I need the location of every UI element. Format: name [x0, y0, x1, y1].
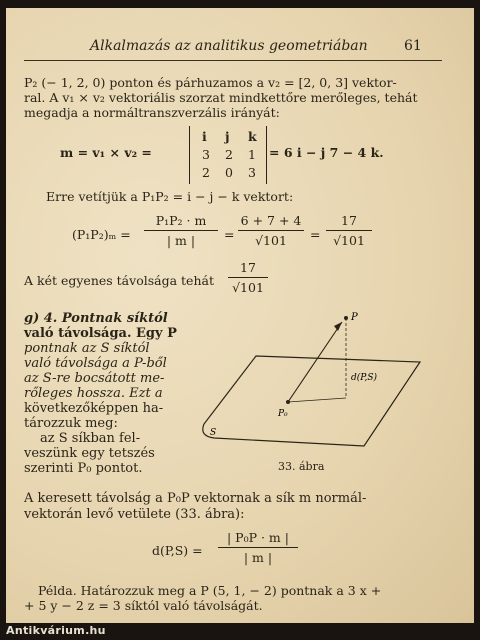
text-line: Erre vetítjük a P₁P₂ = i − j − k vektort: [46, 189, 294, 204]
text-line: vektorán levő vetülete (33. ábra): [24, 507, 245, 522]
projection-line [288, 398, 346, 402]
denominator: | m | [166, 233, 196, 248]
numerator: 17 [240, 260, 256, 275]
denominator: | m | [243, 550, 273, 565]
equals-sign: = [224, 227, 235, 242]
distance-formula-fraction [218, 530, 298, 565]
label-d: d(P,S) [351, 373, 378, 383]
numerator: 6 + 7 + 4 [240, 213, 302, 228]
matrix-cell: 3 [248, 165, 256, 180]
cross-product-result: = 6 i − j 7 − 4 k. [269, 145, 384, 160]
text-line: tározzuk meg: [24, 416, 118, 431]
numerator: 17 [341, 213, 357, 228]
page-number: 61 [404, 38, 422, 54]
point-p [344, 316, 348, 320]
matrix-cell: 1 [248, 147, 256, 162]
example-line: Példa. Határozzuk meg a P (5, 1, − 2) pontnak a 3 x + [38, 583, 382, 598]
numerator: | P₀P · m | [227, 530, 289, 545]
fraction [326, 213, 372, 248]
text-line: megadja a normáltranszverzális irányát: [24, 105, 280, 120]
label-p: P [351, 312, 358, 323]
matrix-cell: j [225, 129, 230, 144]
denominator: √101 [232, 280, 264, 295]
book-page [6, 8, 474, 623]
text-line: P₂ (− 1, 2, 0) ponton és párhuzamos a v₂ = [2, 0, 3] vektor- [24, 75, 397, 90]
text-line: A keresett távolság a P₀P vektornak a sík m normál- [24, 491, 367, 506]
fraction [144, 213, 218, 248]
text-line: pontnak az S síktól [24, 341, 150, 356]
figure-caption: 33. ábra [278, 460, 325, 473]
running-header: Alkalmazás az analitikus geometriában [90, 38, 368, 54]
equals-sign: = [310, 227, 321, 242]
arrow-head [334, 322, 342, 331]
text-line: szerinti P₀ pontot. [24, 461, 143, 476]
point-p0 [286, 400, 290, 404]
text-line: az S-re bocsátott me- [24, 371, 165, 386]
text-line: következőképpen ha- [24, 401, 164, 416]
figure-33 [194, 298, 424, 458]
matrix-cell: 3 [202, 147, 210, 162]
distance-fraction [228, 260, 268, 295]
matrix-cell: 2 [202, 165, 210, 180]
matrix-cell: 0 [225, 165, 233, 180]
text-line: veszünk egy tetszés [24, 446, 155, 461]
watermark-logo: Antikvárium.hu [6, 624, 106, 637]
fraction [238, 213, 304, 248]
denominator: √101 [333, 233, 365, 248]
text-line: az S síkban fel- [40, 431, 141, 446]
cross-product-lhs: m = v₁ × v₂ = [60, 145, 152, 160]
text-line: ral. A v₁ × v₂ vektoriális szorzat mindkettőre merőleges, tehát [24, 90, 418, 105]
text-line: A két egyenes távolsága tehát [24, 273, 214, 288]
projection-lhs: (P₁P₂)ₘ = [72, 227, 131, 242]
distance-lhs: d(P,S) = [152, 543, 203, 558]
example-line: + 5 y − 2 z = 3 síktól való távolságát. [24, 598, 263, 613]
section-title-cont: való távolsága. Egy P [24, 326, 177, 341]
section-title: g) 4. Pontnak síktól [24, 311, 168, 326]
plane-outline [203, 356, 420, 446]
matrix-cell: i [202, 129, 207, 144]
header-rule [24, 60, 442, 61]
section-heading [24, 312, 168, 326]
determinant [189, 126, 267, 184]
matrix-cell: 2 [225, 147, 233, 162]
numerator: P₁P₂ · m [155, 213, 207, 228]
text-line: rőleges hossza. Ezt a [24, 386, 163, 401]
text-line: való távolsága a P-ből [24, 356, 167, 371]
label-s: S [210, 428, 217, 438]
denominator: √101 [255, 233, 287, 248]
vector-p0p [288, 322, 342, 402]
matrix-cell: k [248, 129, 257, 144]
label-p0: P₀ [278, 409, 288, 419]
